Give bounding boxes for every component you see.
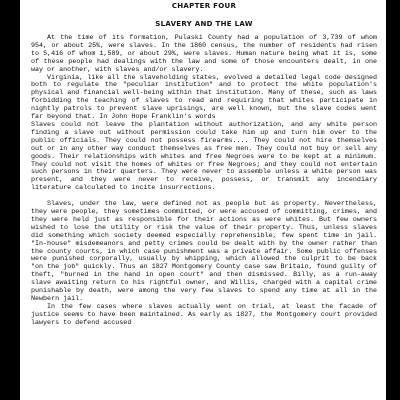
chapter-heading: CHAPTER FOUR — [171, 2, 237, 10]
document-page — [20, 0, 386, 400]
body-paragraph: At the time of its formation, Pulaski County had a population of 3,739 of whom 954, or about 25%, were slaves. In the 1860 census, the number of residents had risen to 5,416 of whom 1,589, or about 29%, were slaves. Human nature being what it is, some of these people had dealings with the law and some of those encounters dealt, in one way or another, with slaves and/or slavery. — [31, 34, 377, 74]
body-paragraph: In the few cases where slaves actually went on trial, at least the facade of justice seems to have been maintained. As early as 1827, the Montgomery court provided lawyers to defend accused — [31, 302, 377, 327]
block-quotation: Slaves could not leave the plantation without authorization, and any white person finding a slave out without permission could take him up and turn him over to the public officials. They could not possess firearms.... They could not hire themselves out or in any other way conduct themselves as free men. They could not buy or sell any goods. Their relationships with whites and free Negroes were to be kept at a minimum. They could not visit the homes of whites or free Negroes; and they could not entertain such persons in their quarters. They were never to assemble unless a white person was present, and they were never to receive, possess, or transmit any incendiary literature calculated to incite insurrections. — [31, 120, 377, 193]
chapter-title: SLAVERY AND THE LAW — [155, 20, 253, 28]
body-paragraph: Slaves, under the law, were defined not as people but as property. Nevertheless, they were people, they sometimes committed, or were accused of committing, crimes, and they were held just as responsible for their actions as were whites. But few owners wished to lose the utility or risk the value of their property. Thus, unless slaves did something which society deemed especially reprehensible, few spent time in jail. "In-house" misdemeanors and petty crimes could be dealt with by the owner rather than the county courts, in which case punishment was a private affair. Some public offenses were punished corporally, usually by whipping, which allowed the culprit to be back "on the job" quickly. Thus an 1827 Montgomery County case saw Britain, found guilty of theft, "burned in the hand in open court" and then dismissed. Billy, as a run-away slave awaiting return to his rightful owner, and Willis, charged with a capital crime punishable by death, were among the very few slaves to spend any time at all in the Newbern jail. — [31, 200, 377, 303]
body-paragraph: Virginia, like all the slaveholding states, evolved a detailed legal code designed both to regulate the "peculiar institution" and to protect the white population's physical and financial well-being within that institution. Many of these, such as laws forbidding the teaching of slaves to read and requiring that whites participate in nightly patrols to prevent slave uprisings, are well known, but the slave codes went far beyond that. In John Hope Franklin's words — [31, 73, 377, 122]
